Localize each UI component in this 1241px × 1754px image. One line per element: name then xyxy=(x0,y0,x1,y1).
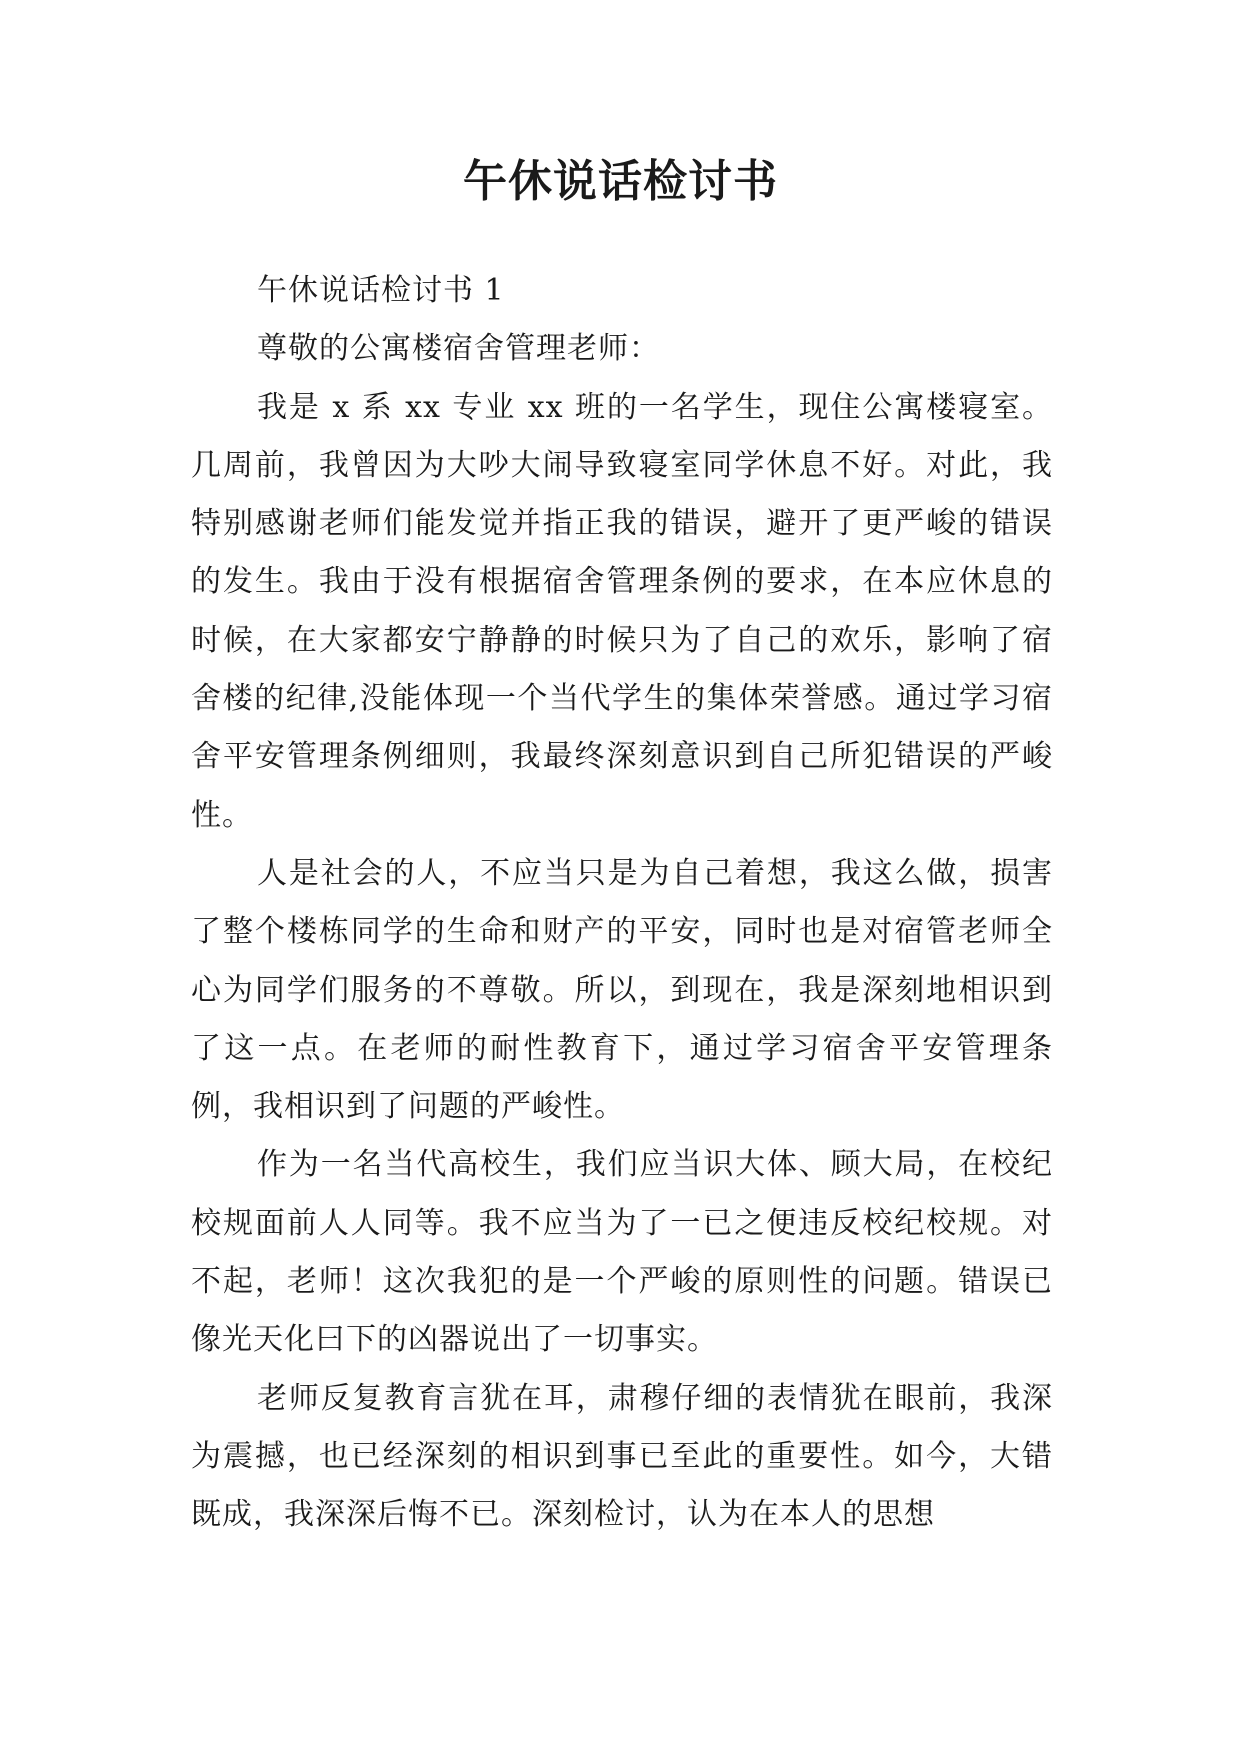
salutation: 尊敬的公寓楼宿舍管理老师： xyxy=(257,331,660,367)
paragraph-3: 作为一名当代高校生，我们应当识大体、顾大局，在校纪校规面前人人同等。我不应当为了一已之便违反校纪校规。对不起，老师！这次我犯的是一个严峻的原则性的问题。错误已像光天化曰下的凶器说出了一切事实。 xyxy=(191,1147,1053,1358)
paragraph-2: 人是社会的人，不应当只是为自己着想，我这么做，损害了整个楼栋同学的生命和财产的平安，同时也是对宿管老师全心为同学们服务的不尊敬。所以，到现在，我是深刻地相识到了这一点。在老师的耐性教育下，通过学习宿舍平安管理条例，我相识到了问题的严峻性。 xyxy=(191,855,1053,1125)
document-title: 午休说话检讨书 xyxy=(463,156,778,207)
paragraph-1: 我是 x 系 xx 专业 xx 班的一名学生，现住公寓楼寝室。几周前，我曾因为大吵大闹导致寝室同学休息不好。对此，我特别感谢老师们能发觉并指正我的错误，避开了更严峻的错误的发生。我由于没有根据宿舍管理条例的要求，在本应休息的时候，在大家都安宁静静的时候只为了自己的欢乐，影响了宿舍楼的纪律,没能体现一个当代学生的集体荣誉感。通过学习宿舍平安管理条例细则，我最终深刻意识到自己所犯错误的严峻性。 xyxy=(191,389,1053,833)
section-heading: 午休说话检讨书 1 xyxy=(257,273,505,308)
paragraph-4: 老师反复教育言犹在耳，肃穆仔细的表情犹在眼前，我深为震撼，也已经深刻的相识到事已至此的重要性。如今，大错既成，我深深后悔不已。深刻检讨，认为在本人的思想 xyxy=(191,1380,1053,1533)
document-body xyxy=(191,262,1053,1545)
